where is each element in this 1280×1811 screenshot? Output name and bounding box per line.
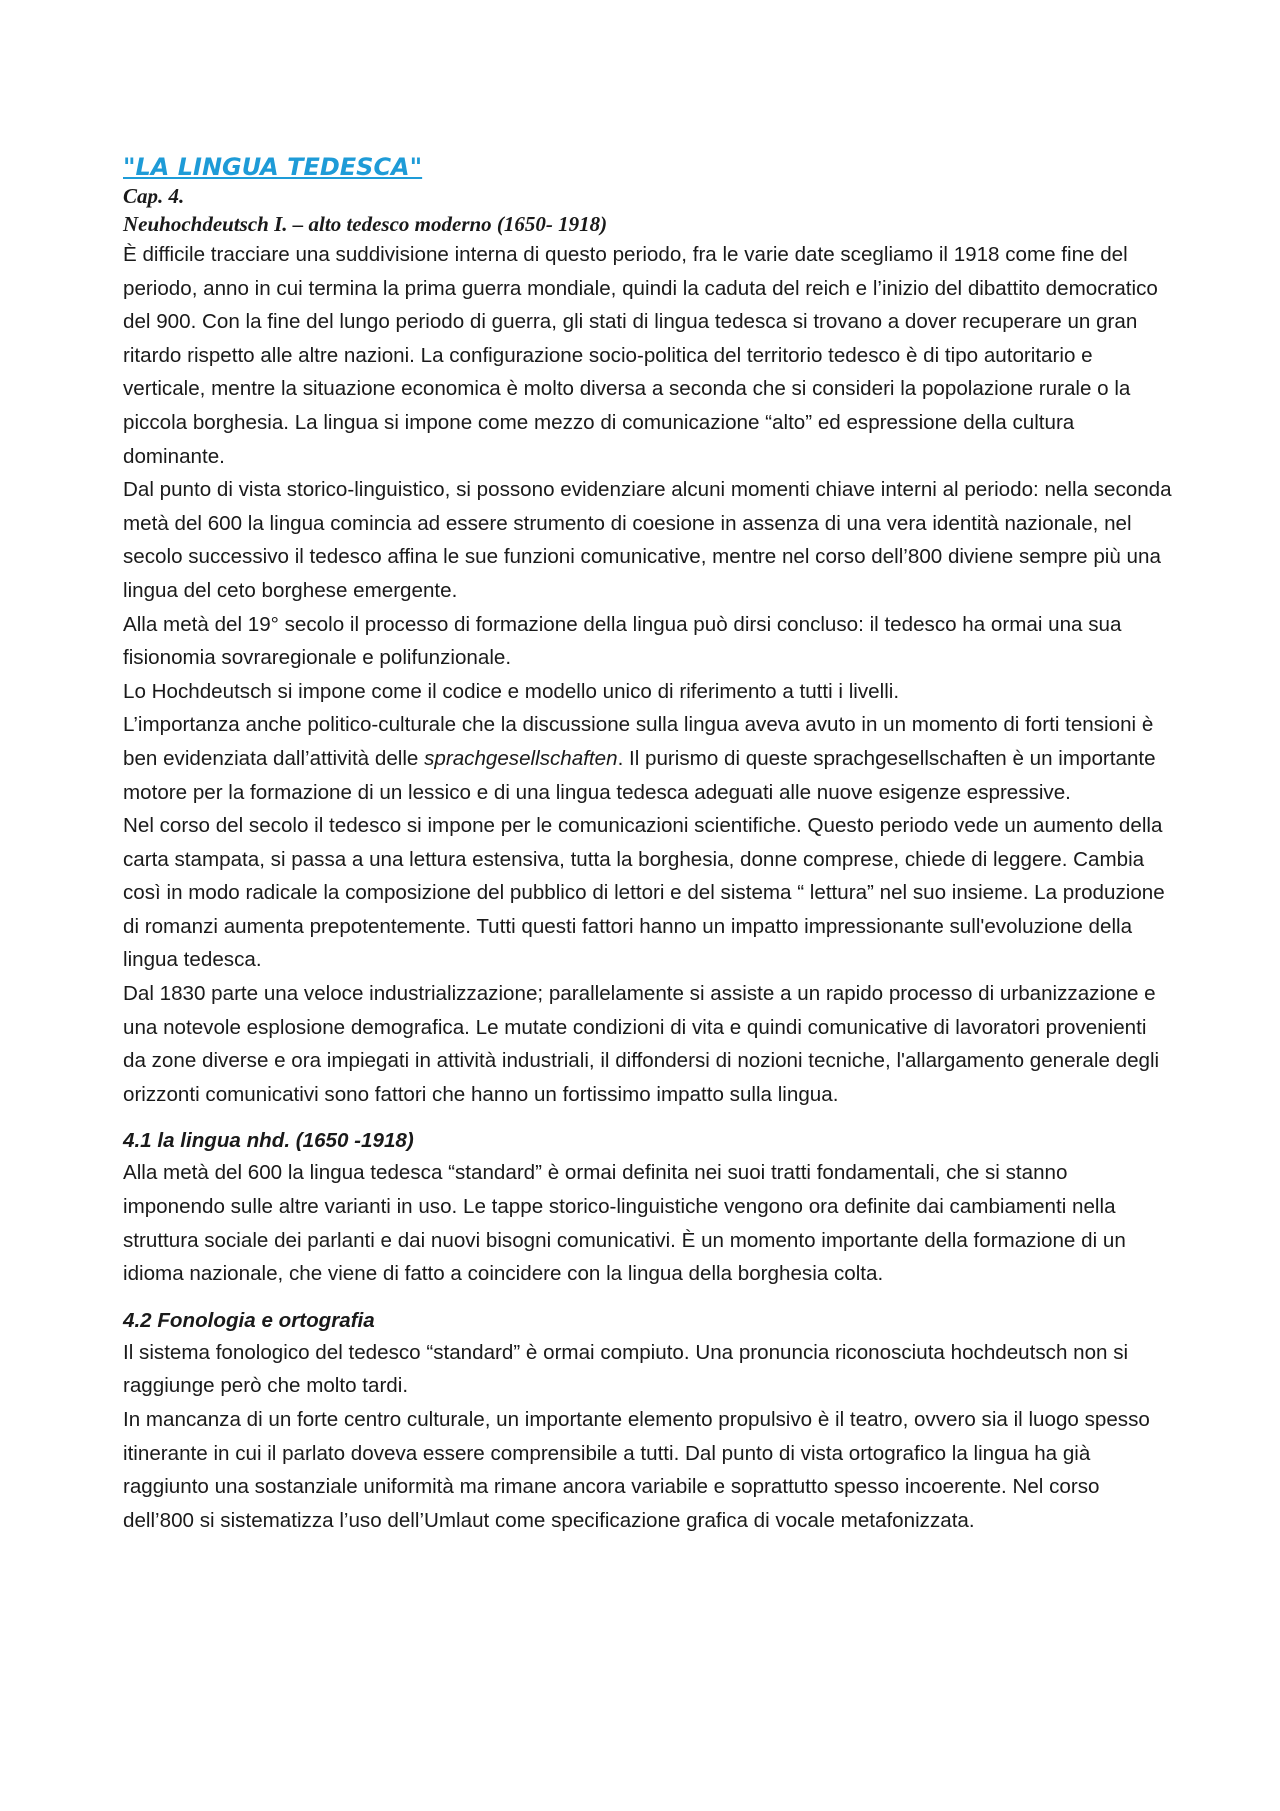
intro-paragraph-6: Nel corso del secolo il tedesco si impone per le comunicazioni scientifiche. Questo periodo vede un aumento della carta stampata, si passa a una lettura estensiva, tutta la borghesia, donne comprese, chiede di leggere. Cambia così in modo radicale la composizione del pubblico di lettori e del sistema “ lettura” nel suo insieme. La produzione di romanzi aumenta prepotentemente. Tutti questi fattori hanno un impatto impressionante sull'evoluzione della lingua tedesca.: [123, 814, 1165, 972]
intro-paragraph-3: Alla metà del 19° secolo il processo di formazione della lingua può dirsi concluso: il tedesco ha ormai una sua fisionomia sovraregionale e polifunzionale.: [123, 612, 1122, 670]
section-4-2-paragraph-2: In mancanza di un forte centro culturale, un importante elemento propulsivo è il teatro, ovvero sia il luogo spesso itinerante in cui il parlato doveva essere comprensibile a tutti. Dal punto di vista ortografico la lingua ha già raggiunto una sostanziale uniformità ma rimane ancora variabile e soprattutto spesso incoerente. Nel corso dell’800 si sistematizza l’uso dell’Umlaut come specificazione grafica di vocale metafonizzata.: [123, 1408, 1150, 1532]
intro-paragraph-4: Lo Hochdeutsch si impone come il codice e modello unico di riferimento a tutti i livelli.: [123, 679, 900, 703]
chapter-subtitle: Neuhochdeutsch I. – alto tedesco moderno (1650- 1918): [123, 212, 608, 236]
section-spacer: [123, 1111, 1173, 1126]
section-4-1-heading: 4.1 la lingua nhd. (1650 -1918): [123, 1129, 414, 1153]
intro-paragraph-7: Dal 1830 parte una veloce industrializzazione; parallelamente si assiste a un rapido processo di urbanizzazione e una notevole esplosione demografica. Le mutate condizioni di vita e quindi comunicative di lavoratori provenienti da zone diverse e ora impiegati in attività industriali, il diffondersi di nozioni tecniche, l'allargamento generale degli orizzonti comunicativi sono fattori che hanno un fortissimo impatto sulla lingua.: [123, 982, 1160, 1106]
intro-paragraph-2: Dal punto di vista storico-linguistico, si possono evidenziare alcuni momenti chiave interni al periodo: nella seconda metà del 600 la lingua comincia ad essere strumento di coesione in assenza di una vera identità nazionale, nel secolo successivo il tedesco affina le sue funzioni comunicative, mentre nel corso dell’800 diviene sempre più una lingua del ceto borghese emergente.: [123, 478, 1172, 602]
intro-paragraph-1: È difficile tracciare una suddivisione interna di questo periodo, fra le varie date scegliamo il 1918 come fine del periodo, anno in cui termina la prima guerra mondiale, quindi la caduta del reich e l’inizio del dibattito democratico del 900. Con la fine del lungo periodo di guerra, gli stati di lingua tedesca si trovano a dover recuperare un gran ritardo rispetto alle altre nazioni. La configurazione socio-politica del territorio tedesco è di tipo autoritario e verticale, mentre la situazione economica è molto diversa a seconda che si consideri la popolazione rurale o la piccola borghesia. La lingua si impone come mezzo di comunicazione “alto” ed espressione della cultura dominante.: [123, 243, 1158, 468]
section-4-2-paragraph-1: Il sistema fonologico del tedesco “standard” è ormai compiuto. Una pronuncia riconosciuta hochdeutsch non si raggiunge però che molto tardi.: [123, 1340, 1129, 1398]
section-4-2-heading: 4.2 Fonologia e ortografia: [123, 1308, 375, 1332]
section-spacer: [123, 1291, 1173, 1306]
intro-paragraph-5-end: . Il purismo di queste sprachgesellschaften è un importante motore per la formazione di un lessico e di una lingua tedesca adeguati alle nuove esigenze espressive.: [123, 746, 1156, 804]
intro-paragraph-5: [123, 708, 1173, 809]
document-page: [123, 152, 1173, 1537]
chapter-label: Cap. 4.: [123, 184, 185, 208]
intro-paragraph-5-start: L’importanza anche politico-culturale che la discussione sulla lingua aveva avuto in un momento di forti tensioni è ben evidenziata dall’attività delle: [123, 713, 1154, 770]
document-title[interactable]: "LA LINGUA TEDESCA": [123, 153, 423, 181]
section-4-1-paragraph: Alla metà del 600 la lingua tedesca “standard” è ormai definita nei suoi tratti fondamentali, che si stanno imponendo sulle altre varianti in uso. Le tappe storico-linguistiche vengono ora definite dai cambiamenti nella struttura sociale dei parlanti e dai nuovi bisogni comunicativi. È un momento importante della formazione di un idioma nazionale, che viene di fatto a coincidere con la lingua della borghesia colta.: [123, 1161, 1126, 1286]
sprachgesellschaften-term: sprachgesellschaften: [424, 746, 618, 770]
